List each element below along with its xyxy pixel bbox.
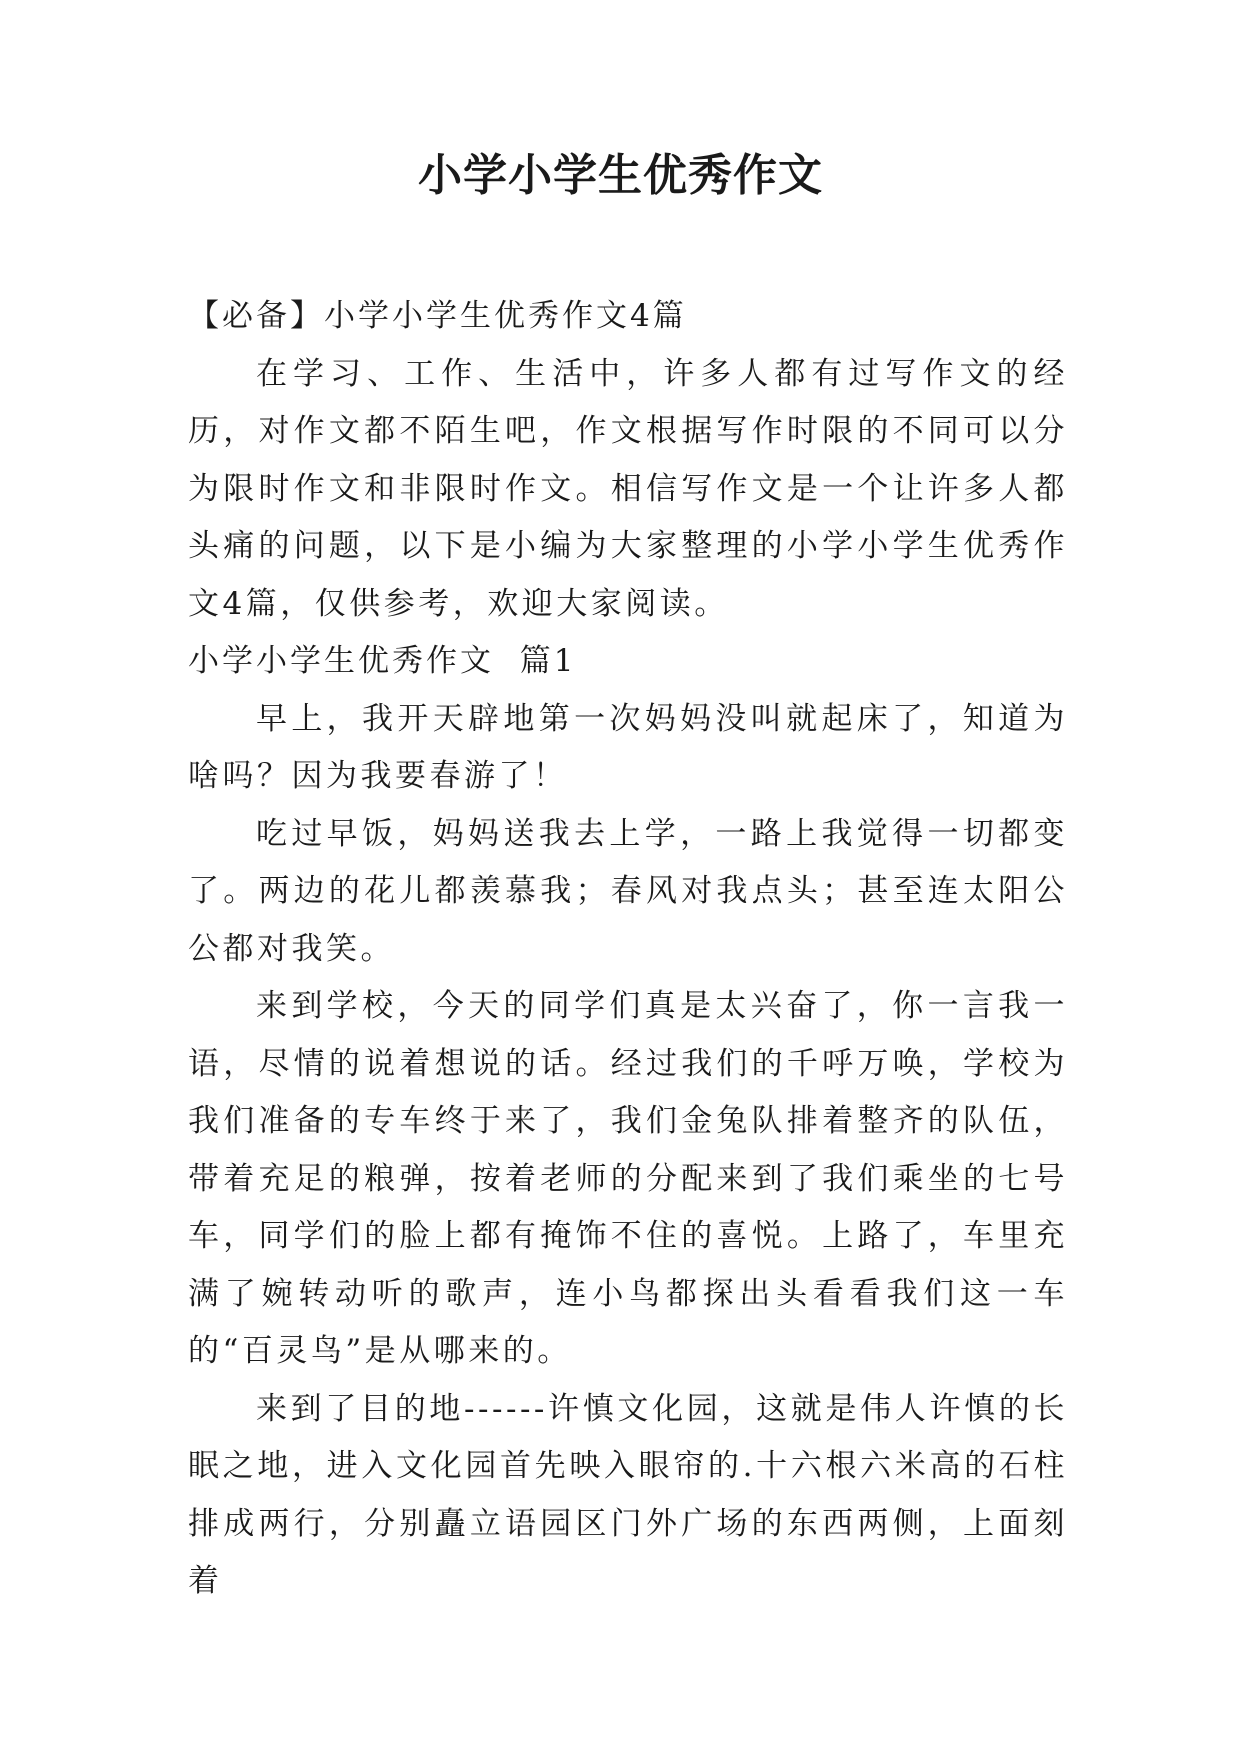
document-title: 小学小学生优秀作文 [418, 150, 823, 201]
body-paragraph: 来到学校，今天的同学们真是太兴奋了，你一言我一语，尽情的说着想说的话。经过我们的千呼万唤，学校为我们准备的专车终于来了，我们金兔队排着整齐的队伍，带着充足的粮弹，按着老师的分配来到了我们乘坐的七号车，同学们的脸上都有掩饰不住的喜悦。上路了，车里充满了婉转动听的歌声，连小鸟都探出头看看我们这一车的“百灵鸟”是从哪来的。 [188, 988, 1068, 1369]
section-heading: 小学小学生优秀作文 篇1 [188, 643, 577, 679]
document-subtitle: 【必备】小学小学生优秀作文4篇 [188, 298, 687, 334]
body-paragraph: 来到了目的地------许慎文化园，这就是伟人许慎的长眠之地，进入文化园首先映入眼帘的.十六根六米高的石柱排成两行，分别矗立语园区门外广场的东西两侧，上面刻着 [188, 1390, 1068, 1599]
body-paragraph: 吃过早饭，妈妈送我去上学，一路上我觉得一切都变了。两边的花儿都羡慕我；春风对我点头；甚至连太阳公公都对我笑。 [188, 815, 1068, 967]
intro-paragraph: 在学习、工作、生活中，许多人都有过写作文的经历，对作文都不陌生吧，作文根据写作时限的不同可以分为限时作文和非限时作文。相信写作文是一个让许多人都头痛的问题，以下是小编为大家整理的小学小学生优秀作文4篇，仅供参考，欢迎大家阅读。 [188, 355, 1068, 622]
body-paragraph: 早上，我开天辟地第一次妈妈没叫就起床了，知道为啥吗？因为我要春游了！ [188, 700, 1068, 794]
document-body [188, 288, 1068, 1611]
